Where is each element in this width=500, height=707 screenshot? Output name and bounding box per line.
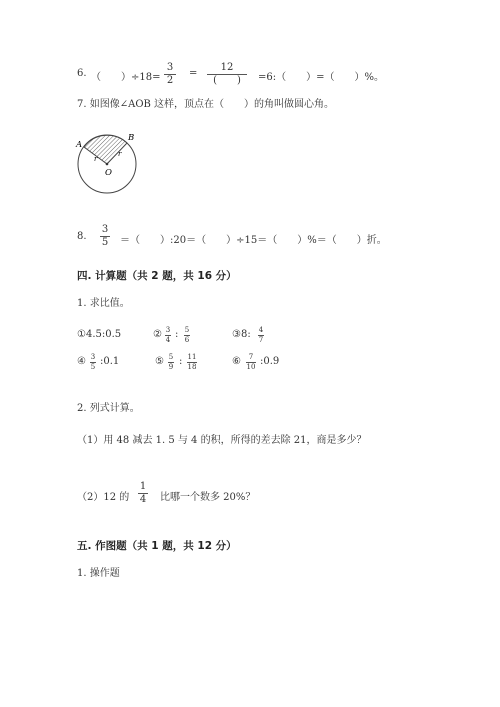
q6-part1: （ ）÷18= — [91, 72, 161, 83]
r2b-num: 5 — [184, 326, 190, 334]
r5b-num: 11 — [187, 353, 197, 361]
q8-number: 8. — [77, 231, 87, 242]
q6-f1-numerator: 3 — [166, 62, 174, 73]
r3-den: 7 — [258, 336, 264, 344]
q8-denominator: 5 — [101, 237, 109, 248]
q2-2-post: 比哪一个数多 20%？ — [160, 492, 256, 503]
q8-rest: ＝（ ）:20＝（ ）÷15＝（ ）%＝（ ）折。 — [120, 235, 387, 246]
q2-2-num: 1 — [139, 481, 147, 492]
sec4-q2-label: 2. 列式计算。 — [77, 403, 140, 414]
r2a-num: 3 — [165, 326, 171, 334]
q6-f2-denominator: ( ) — [213, 75, 241, 86]
q6-fraction-1 — [164, 63, 176, 86]
ratio-item-4-marker: ④ — [77, 356, 86, 367]
ratio-item-5-frac-b — [187, 354, 197, 371]
ratio-item-6-marker: ⑥ — [232, 356, 241, 367]
q6-fraction-2 — [207, 63, 247, 86]
ratio-item-6-frac — [246, 354, 256, 371]
q2-2-pre: （2）12 的 — [77, 492, 130, 503]
label-b: B — [128, 133, 135, 143]
r4-den: 5 — [90, 363, 96, 371]
q6-part2: =6:（ ）=（ ）%。 — [258, 72, 384, 83]
q8-numerator: 3 — [101, 224, 109, 235]
r6-den: 10 — [246, 363, 256, 371]
r2b-den: 6 — [184, 336, 190, 344]
ratio-item-4-post: :0.1 — [100, 356, 120, 367]
q8-fraction — [100, 225, 110, 248]
section-5-title: 五. 作图题（共 1 题，共 12 分） — [77, 540, 237, 552]
ratio-item-5-frac-a — [168, 354, 174, 371]
sec4-q1-label: 1. 求比值。 — [77, 298, 130, 309]
r4-num: 3 — [90, 353, 96, 361]
sec5-q1-label: 1. 操作题 — [77, 568, 120, 579]
ratio-item-5-marker: ⑤ — [155, 356, 164, 367]
ratio-item-6-post: :0.9 — [260, 356, 280, 367]
q2-2-den: 4 — [139, 494, 147, 505]
label-r1: r — [94, 155, 98, 163]
circle-diagram — [70, 128, 170, 198]
ratio-item-3-frac — [258, 327, 264, 344]
ratio-item-2-frac-a — [165, 327, 171, 344]
sec4-q2-1: （1）用 48 减去 1. 5 与 4 的积，所得的差去除 21，商是多少？ — [77, 435, 367, 446]
ratio-item-1: ①4.5:0.5 — [77, 329, 122, 340]
ratio-item-2-sep: : — [175, 329, 179, 340]
q7-text: 7. 如图像∠AOB 这样，顶点在（ ）的角叫做圆心角。 — [77, 99, 335, 110]
r5a-num: 5 — [168, 353, 174, 361]
ratio-item-5-sep: : — [179, 356, 183, 367]
ratio-item-4-frac — [90, 354, 96, 371]
section-4-title: 四. 计算题（共 2 题，共 16 分） — [77, 270, 237, 282]
q6-number: 6. — [77, 68, 87, 79]
q6-equals: = — [189, 68, 198, 79]
ratio-item-3: ③8: — [232, 329, 251, 340]
r5b-den: 18 — [187, 363, 197, 371]
ratio-item-2-frac-b — [184, 327, 190, 344]
q6-f2-numerator: 12 — [220, 62, 234, 73]
q2-2-fraction — [138, 482, 148, 505]
q6-f1-denominator: 2 — [166, 75, 174, 86]
label-r2: r — [118, 150, 122, 158]
r2a-den: 4 — [165, 336, 171, 344]
label-a: A — [76, 140, 83, 150]
r6-num: 7 — [248, 353, 254, 361]
r3-num: 4 — [258, 326, 264, 334]
label-o: O — [105, 168, 112, 178]
center-point — [106, 163, 109, 166]
ratio-item-2-marker: ② — [153, 329, 162, 340]
r5a-den: 9 — [168, 363, 174, 371]
